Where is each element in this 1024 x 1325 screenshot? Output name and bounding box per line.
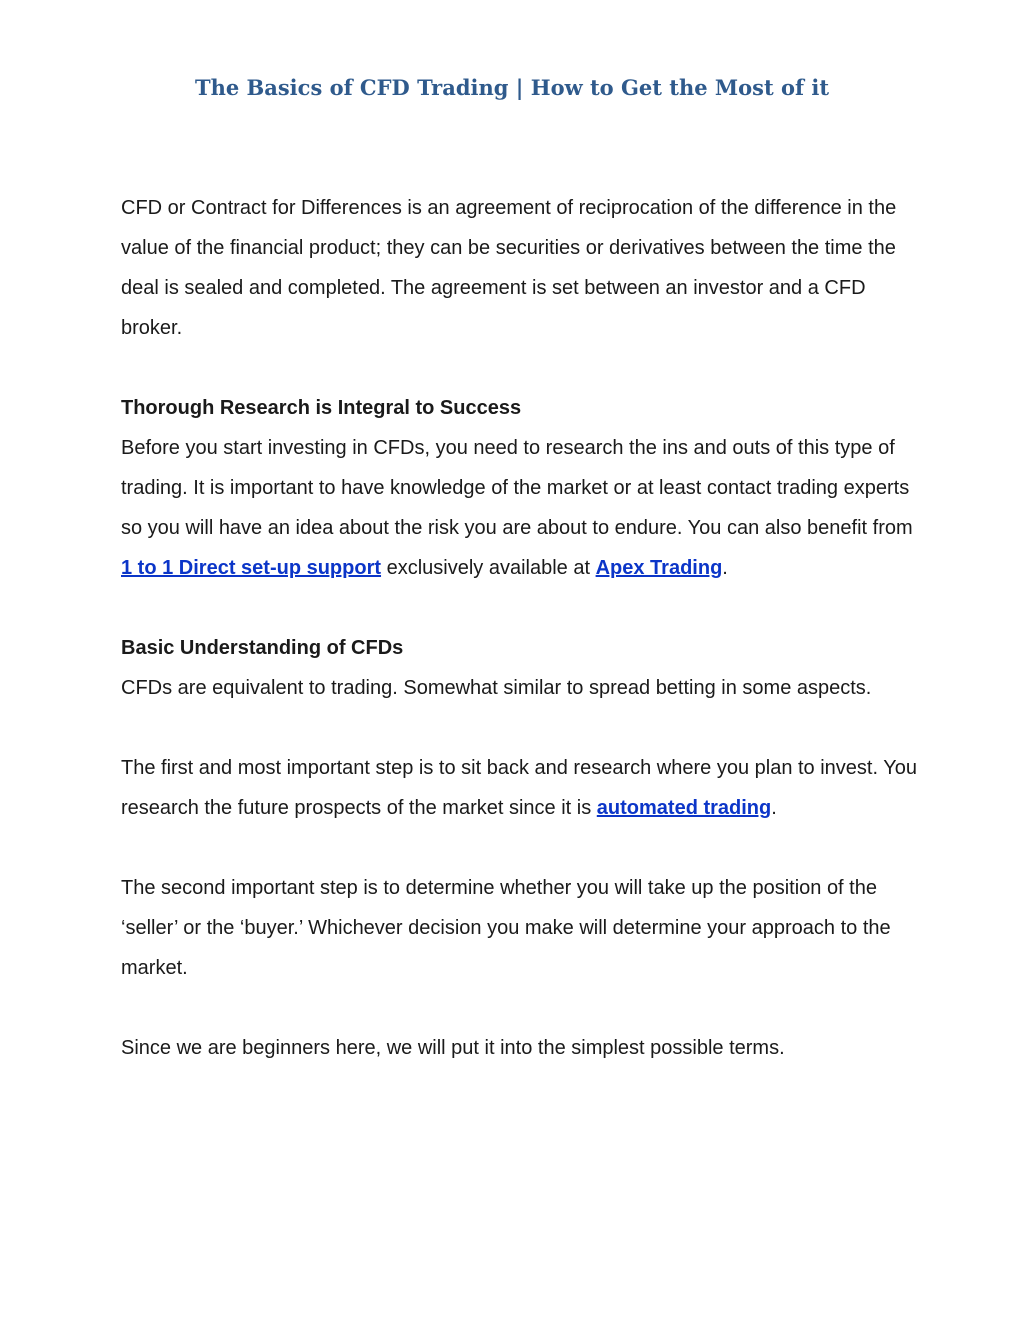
understanding-paragraph: CFDs are equivalent to trading. Somewhat similar to spread betting in some aspects. xyxy=(121,677,872,699)
first-step-text: The first and most important step is to sit back and research where you plan to invest. You research the future prospects of the market since it is xyxy=(121,757,917,819)
beginners-paragraph: Since we are beginners here, we will put it into the simplest possible terms. xyxy=(121,1037,785,1059)
research-mid-text: exclusively available at xyxy=(386,557,591,579)
first-step-paragraph xyxy=(121,748,921,828)
research-end: . xyxy=(722,557,728,579)
research-text: Before you start investing in CFDs, you need to research the ins and outs of this type of trading. It is important to have knowledge of the market or at least contact trading experts so you will have an idea about the risk you are about to endure. You can also benefit from xyxy=(121,437,913,539)
document-body xyxy=(121,188,921,1068)
research-paragraph xyxy=(121,428,921,588)
document-title: The Basics of CFD Trading | How to Get the Most of it xyxy=(194,75,830,100)
first-step-end: . xyxy=(771,797,777,819)
apex-trading-link[interactable]: Apex Trading xyxy=(595,557,723,579)
section-heading-research: Thorough Research is Integral to Success xyxy=(121,397,522,419)
second-step-paragraph: The second important step is to determine whether you will take up the position of the ‘seller’ or the ‘buyer.’ Whichever decision you make will determine your approach to the market. xyxy=(121,877,891,979)
automated-trading-link[interactable]: automated trading xyxy=(596,797,772,819)
section-heading-understanding: Basic Understanding of CFDs xyxy=(121,637,404,659)
setup-support-link[interactable]: 1 to 1 Direct set-up support xyxy=(121,557,382,579)
intro-paragraph: CFD or Contract for Differences is an agreement of reciprocation of the difference in the value of the financial product; they can be securities or derivatives between the time the deal is sealed and completed. The agreement is set between an investor and a CFD broker. xyxy=(121,197,897,339)
